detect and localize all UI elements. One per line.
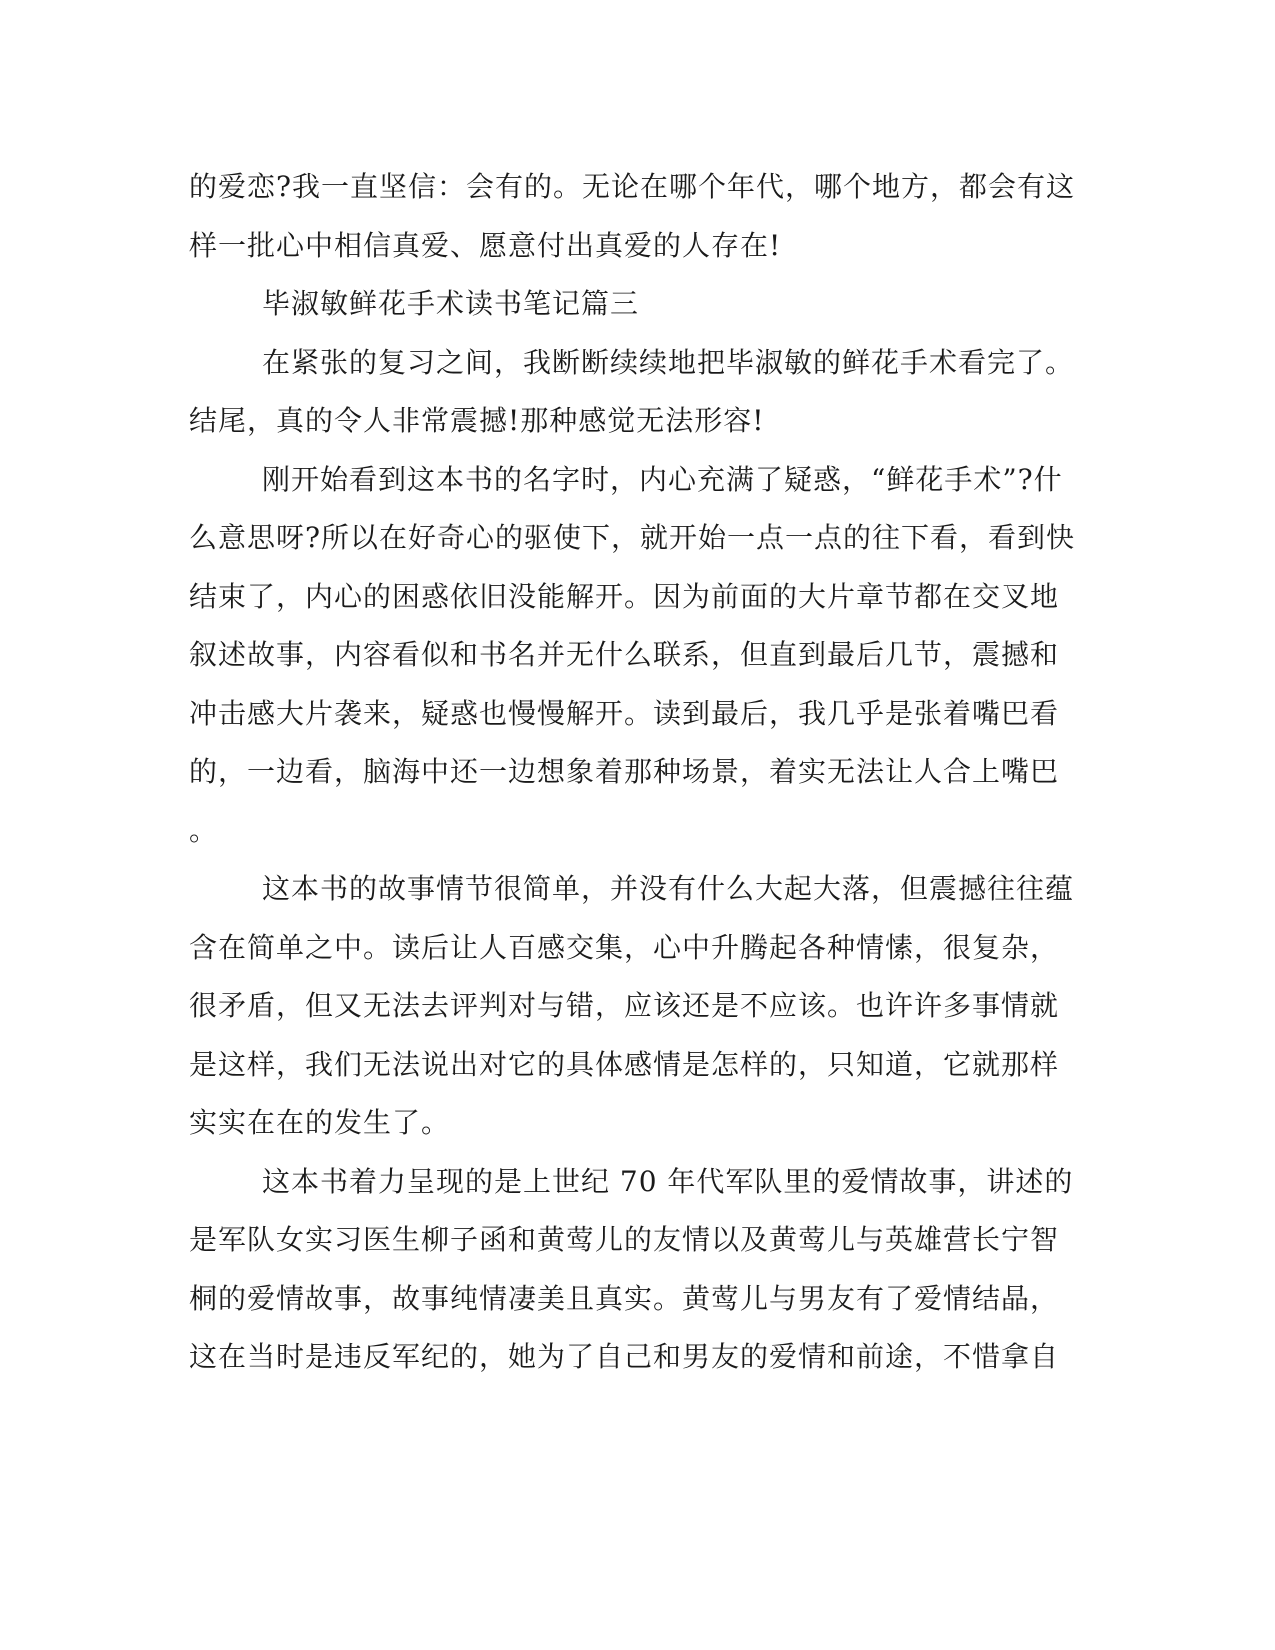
text-line: 的，一边看，脑海中还一边想象着那种场景，着实无法让人合上嘴巴 (189, 755, 1060, 788)
text-line: 叙述故事，内容看似和书名并无什么联系，但直到最后几节，震撼和 (189, 638, 1060, 671)
text-line: 的爱恋?我一直坚信：会有的。无论在哪个年代，哪个地方，都会有这 (189, 170, 1076, 203)
text-line: 么意思呀?所以在好奇心的驱使下，就开始一点一点的往下看，看到快 (189, 521, 1076, 554)
text-line: 含在简单之中。读后让人百感交集，心中升腾起各种情愫，很复杂， (189, 930, 1060, 964)
text-line: 冲击感大片袭来，疑惑也慢慢解开。读到最后，我几乎是张着嘴巴看 (189, 696, 1060, 730)
text-line: 是军队女实习医生柳子函和黄莺儿的友情以及黄莺儿与英雄营长宁智 (189, 1223, 1060, 1256)
text-line: 是这样，我们无法说出对它的具体感情是怎样的，只知道，它就那样 (189, 1047, 1060, 1081)
document-body (189, 158, 1079, 1387)
text-line: 结束了，内心的困惑依旧没能解开。因为前面的大片章节都在交叉地 (189, 579, 1060, 613)
text-line: 很矛盾，但又无法去评判对与错，应该还是不应该。也许许多事情就 (189, 989, 1060, 1022)
text-line: 桐的爱情故事，故事纯情凄美且真实。黄莺儿与男友有了爱情结晶， (189, 1281, 1060, 1315)
text-line: 这在当时是违反军纪的，她为了自己和男友的爱情和前途，不惜拿自 (189, 1340, 1060, 1373)
text-line: 样一批心中相信真爱、愿意付出真爱的人存在! (189, 228, 782, 262)
text-line: 结尾，真的令人非常震撼!那种感觉无法形容! (189, 404, 765, 437)
section-heading: 毕淑敏鲜花手术读书笔记篇三 (262, 287, 640, 320)
text-line: 刚开始看到这本书的名字时，内心充满了疑惑，“鲜花手术”?什 (262, 462, 1063, 496)
text-line: 在紧张的复习之间，我断断续续地把毕淑敏的鲜花手术看完了。 (262, 345, 1075, 379)
text-line: 这本书着力呈现的是上世纪 70 年代军队里的爱情故事，讲述的 (262, 1164, 1074, 1198)
text-line: 。 (189, 813, 219, 847)
text-line: 这本书的故事情节很简单，并没有什么大起大落，但震撼往往蕴 (262, 872, 1075, 905)
text-line: 实实在在的发生了。 (189, 1106, 451, 1139)
